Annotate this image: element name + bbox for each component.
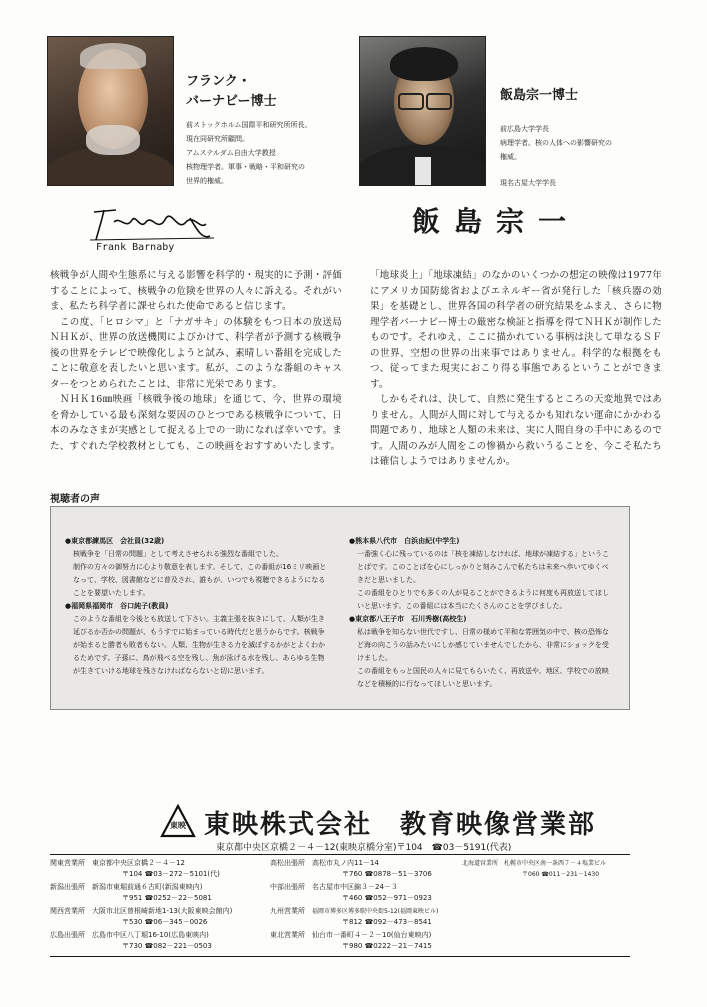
voice-author: ●熊本県八代市 白浜由紀(中学生)	[349, 537, 460, 545]
office-phone: 〒104 ☎03－272－5101(代)	[122, 870, 220, 878]
barnaby-message: 核戦争が人間や生態系に与える影響を科学的・現実的に予測・評価することによって、核戦争の危険を世界の人々に訴える。それがいま、私たち科学者に課せられた使命であると信じます。 この度、「ヒロシマ」と「ナガサキ」の体験をもつ日本の放送局ＮＨＫが、世界の放送機関によびかけて、科学者が予測する核戦争後の世界をテレビで映像化しようと試み、素晴しい番組を完成したことに敬意を表したいと思います。私が、このような番組のキャスターをつとめられたことは、非常に光栄であります。 ＮＨＫ16㎜映画「核戦争後の地球」を通じて、今、世界の環境を脅かしている最も深刻な要因のひとつである核戦争について、日本のみなさまが実感として捉える上での一助になれば幸いです。また、すぐれた学校教材としても、この映画をおすすめいたします。	[50, 270, 342, 452]
voices-box	[50, 506, 630, 710]
office-label: 中部出張所	[270, 883, 305, 891]
voices-right-column	[349, 535, 615, 691]
voice-entry	[65, 600, 329, 678]
office-entry	[270, 930, 460, 954]
barnaby-credential: 現在同研究所顧問。	[186, 135, 249, 143]
office-phone: 〒760 ☎0878－51－3706	[342, 870, 432, 878]
office-entry	[270, 882, 460, 906]
voice-text: 一番強く心に残っているのは「核を凍結しなければ、地球が凍結する」ということばです。このことばを心にしっかりと刻みこんで私たちは未来へ歩いてゆくべきだと思いました。 この番組をひとりでも多くの人が見ることができるように何度も再放送してほしいと思います。この番組には本当にたくさんのことを学びました。	[357, 550, 609, 610]
barnaby-name-line1: フランク・	[186, 74, 251, 89]
iijima-credential: 病理学者。核の人体への影響研究の	[500, 139, 612, 147]
office-entry	[50, 858, 270, 882]
office-label: 北海道営業所	[462, 860, 499, 867]
barnaby-name-line2: バーナビー博士	[186, 94, 277, 109]
voice-text: 核戦争を「日常の問題」として考えさせられる強烈な番組でした。 制作の方々の御努力に心より敬意を表します。そして、この番組が16ミリ映画となって、学校、図書館などに普及され、誰もが、いつでも視聴できるようになることを要望いたします。	[73, 550, 327, 597]
office-label: 広島出張所	[50, 931, 85, 939]
iijima-photo	[359, 36, 486, 186]
office-label: 関東営業所	[50, 859, 85, 867]
office-address: 札幌市中央区南一条西７－４塩業ビル	[504, 860, 607, 867]
voice-entry	[65, 535, 329, 600]
office-label: 東北営業所	[270, 931, 305, 939]
voice-entry	[349, 535, 615, 613]
office-address: 東京都中央区京橋２－４－12	[92, 859, 185, 867]
iijima-signature: 飯島宗一	[412, 205, 581, 238]
voice-text: 私は戦争を知らない世代ですし、日常の様めて平和な雰囲気の中で、核の恐怖など海の向こうの話みたいにしか感じていませんでしたから、非常にショックを受けました。 この番組をもっと国民の人々に見てもらいたく、再放送や、地区、学校での放映などを積極的に行なってほしいと思います。	[357, 628, 609, 688]
office-address: 高松市丸ノ内11－14	[312, 859, 379, 867]
barnaby-photo	[47, 36, 174, 186]
office-phone: 〒730 ☎082－221－0503	[122, 942, 212, 950]
office-label: 新潟出張所	[50, 883, 85, 891]
office-phone: 〒530 ☎06－345－0026	[122, 918, 208, 926]
office-entry	[50, 906, 270, 930]
barnaby-credential: 世界的権威。	[186, 177, 228, 185]
barnaby-credential: 核物理学者。軍事・戦略・平和研究の	[186, 163, 305, 171]
barnaby-signature-text: Frank Barnaby	[96, 242, 175, 253]
voices-title: 視聴者の声	[50, 494, 100, 505]
office-entry	[270, 858, 460, 882]
offices-col-2	[270, 858, 460, 954]
office-address: 仙台市一番町４－２－10(仙台東映内)	[312, 931, 432, 939]
toei-logo	[160, 804, 196, 840]
toei-logo-text: 東映	[170, 821, 186, 830]
voice-author: ●福岡県福岡市 谷口純子(教員)	[65, 602, 169, 610]
offices-top-rule	[50, 854, 630, 855]
office-phone: 〒951 ☎0252－22－5081	[122, 894, 212, 902]
office-entry	[462, 858, 632, 882]
iijima-credential: 権威。	[500, 153, 521, 161]
iijima-name: 飯島宗一博士	[500, 88, 579, 103]
voice-author: ●東京都練馬区 会社員(32歳)	[65, 537, 165, 545]
office-address: 名古屋市中区錦３－24－３	[312, 883, 398, 891]
office-address: 広島市中区八丁堀16-10(広島東映内)	[92, 931, 209, 939]
barnaby-name	[186, 72, 276, 112]
company-address: 東京都中央区京橋２－４－12(東映京橋分室)〒104 ☎03－5191(代表)	[216, 843, 512, 853]
office-label: 高松出張所	[270, 859, 305, 867]
office-address: 新潟市東堀前通６古町(新潟東映内)	[92, 883, 203, 891]
iijima-credential: 前広島大学学長	[500, 125, 549, 133]
office-entry	[270, 906, 460, 930]
office-address: 大阪市北区曾根崎新地1-13(大阪東映会館内)	[92, 907, 233, 915]
offices-col-1	[50, 858, 270, 954]
voices-left-column	[65, 535, 329, 678]
voice-author: ●東京都八王子市 石川秀樹(高校生)	[349, 615, 467, 623]
voice-text: このような番組を今後とも放送して下さい。主義主張を抜きにして、人類が生き延びるか否かの問題が、もうすでに始まっている時代だと思うからです。核戦争が始まると勝者も敗者もない。人類、生物が生きる力を滅ぼするかがとよくわかるためです。子孫に、鳥が飛べる空を残し、魚が泳げる水を残し、あらゆる生物が生きていける地球を残さなければならないと切に思います。	[73, 615, 325, 675]
office-phone: 〒812 ☎092－473－8541	[342, 918, 432, 926]
offices-bottom-rule	[50, 956, 630, 957]
office-label: 九州営業所	[270, 907, 305, 915]
barnaby-credentials	[186, 118, 312, 188]
office-phone: 〒060 ☎011－231－1430	[522, 871, 600, 878]
iijima-credentials	[500, 122, 612, 164]
barnaby-credential: アムステルダム自由大学教授	[186, 149, 276, 157]
offices-col-3	[462, 858, 632, 882]
office-phone: 〒980 ☎0222－21－7415	[342, 942, 432, 950]
office-entry	[50, 930, 270, 954]
iijima-message: 「地球炎上」「地球凍結」のなかのいくつかの想定の映像は1977年にアメリカ国防総省およびエネルギー省が発行した「核兵器の効果」を基礎とし、世界各国の科学者の研究結果をふまえ、さらに物理学者バーナビー博士の厳密な検証と指導を得てＮＨＫが制作したものです。それゆえ、ここに描かれている事柄は決して単なるＳＦの世界、空想の世界の出来事ではありません。科学的な根拠をもつ、従ってまた現実におこり得る事態であるということができます。 しかもそれは、決して、自然に発生するところの天変地異ではありません。人間が人間に対して与えるかも知れない運命にかかわる問題であり、地球と人類の未来は、実に人間自身の手中にあるのです。人間のみが人間をこの惨禍から救いうることを、今こそ私たちは確信しようではありませんか。	[370, 270, 662, 467]
company-name: 東映株式会社 教育映像営業部	[204, 810, 597, 840]
office-label: 関西営業所	[50, 907, 85, 915]
voice-entry	[349, 613, 615, 691]
iijima-current-position: 現名古屋大学学長	[500, 179, 556, 187]
office-address: 福岡市博多区博多駅中央街5-12(福岡東映ビル)	[312, 908, 439, 915]
office-entry	[50, 882, 270, 906]
office-phone: 〒460 ☎052－971－0923	[342, 894, 432, 902]
barnaby-credential: 前ストックホルム国際平和研究所所長。	[186, 121, 312, 129]
